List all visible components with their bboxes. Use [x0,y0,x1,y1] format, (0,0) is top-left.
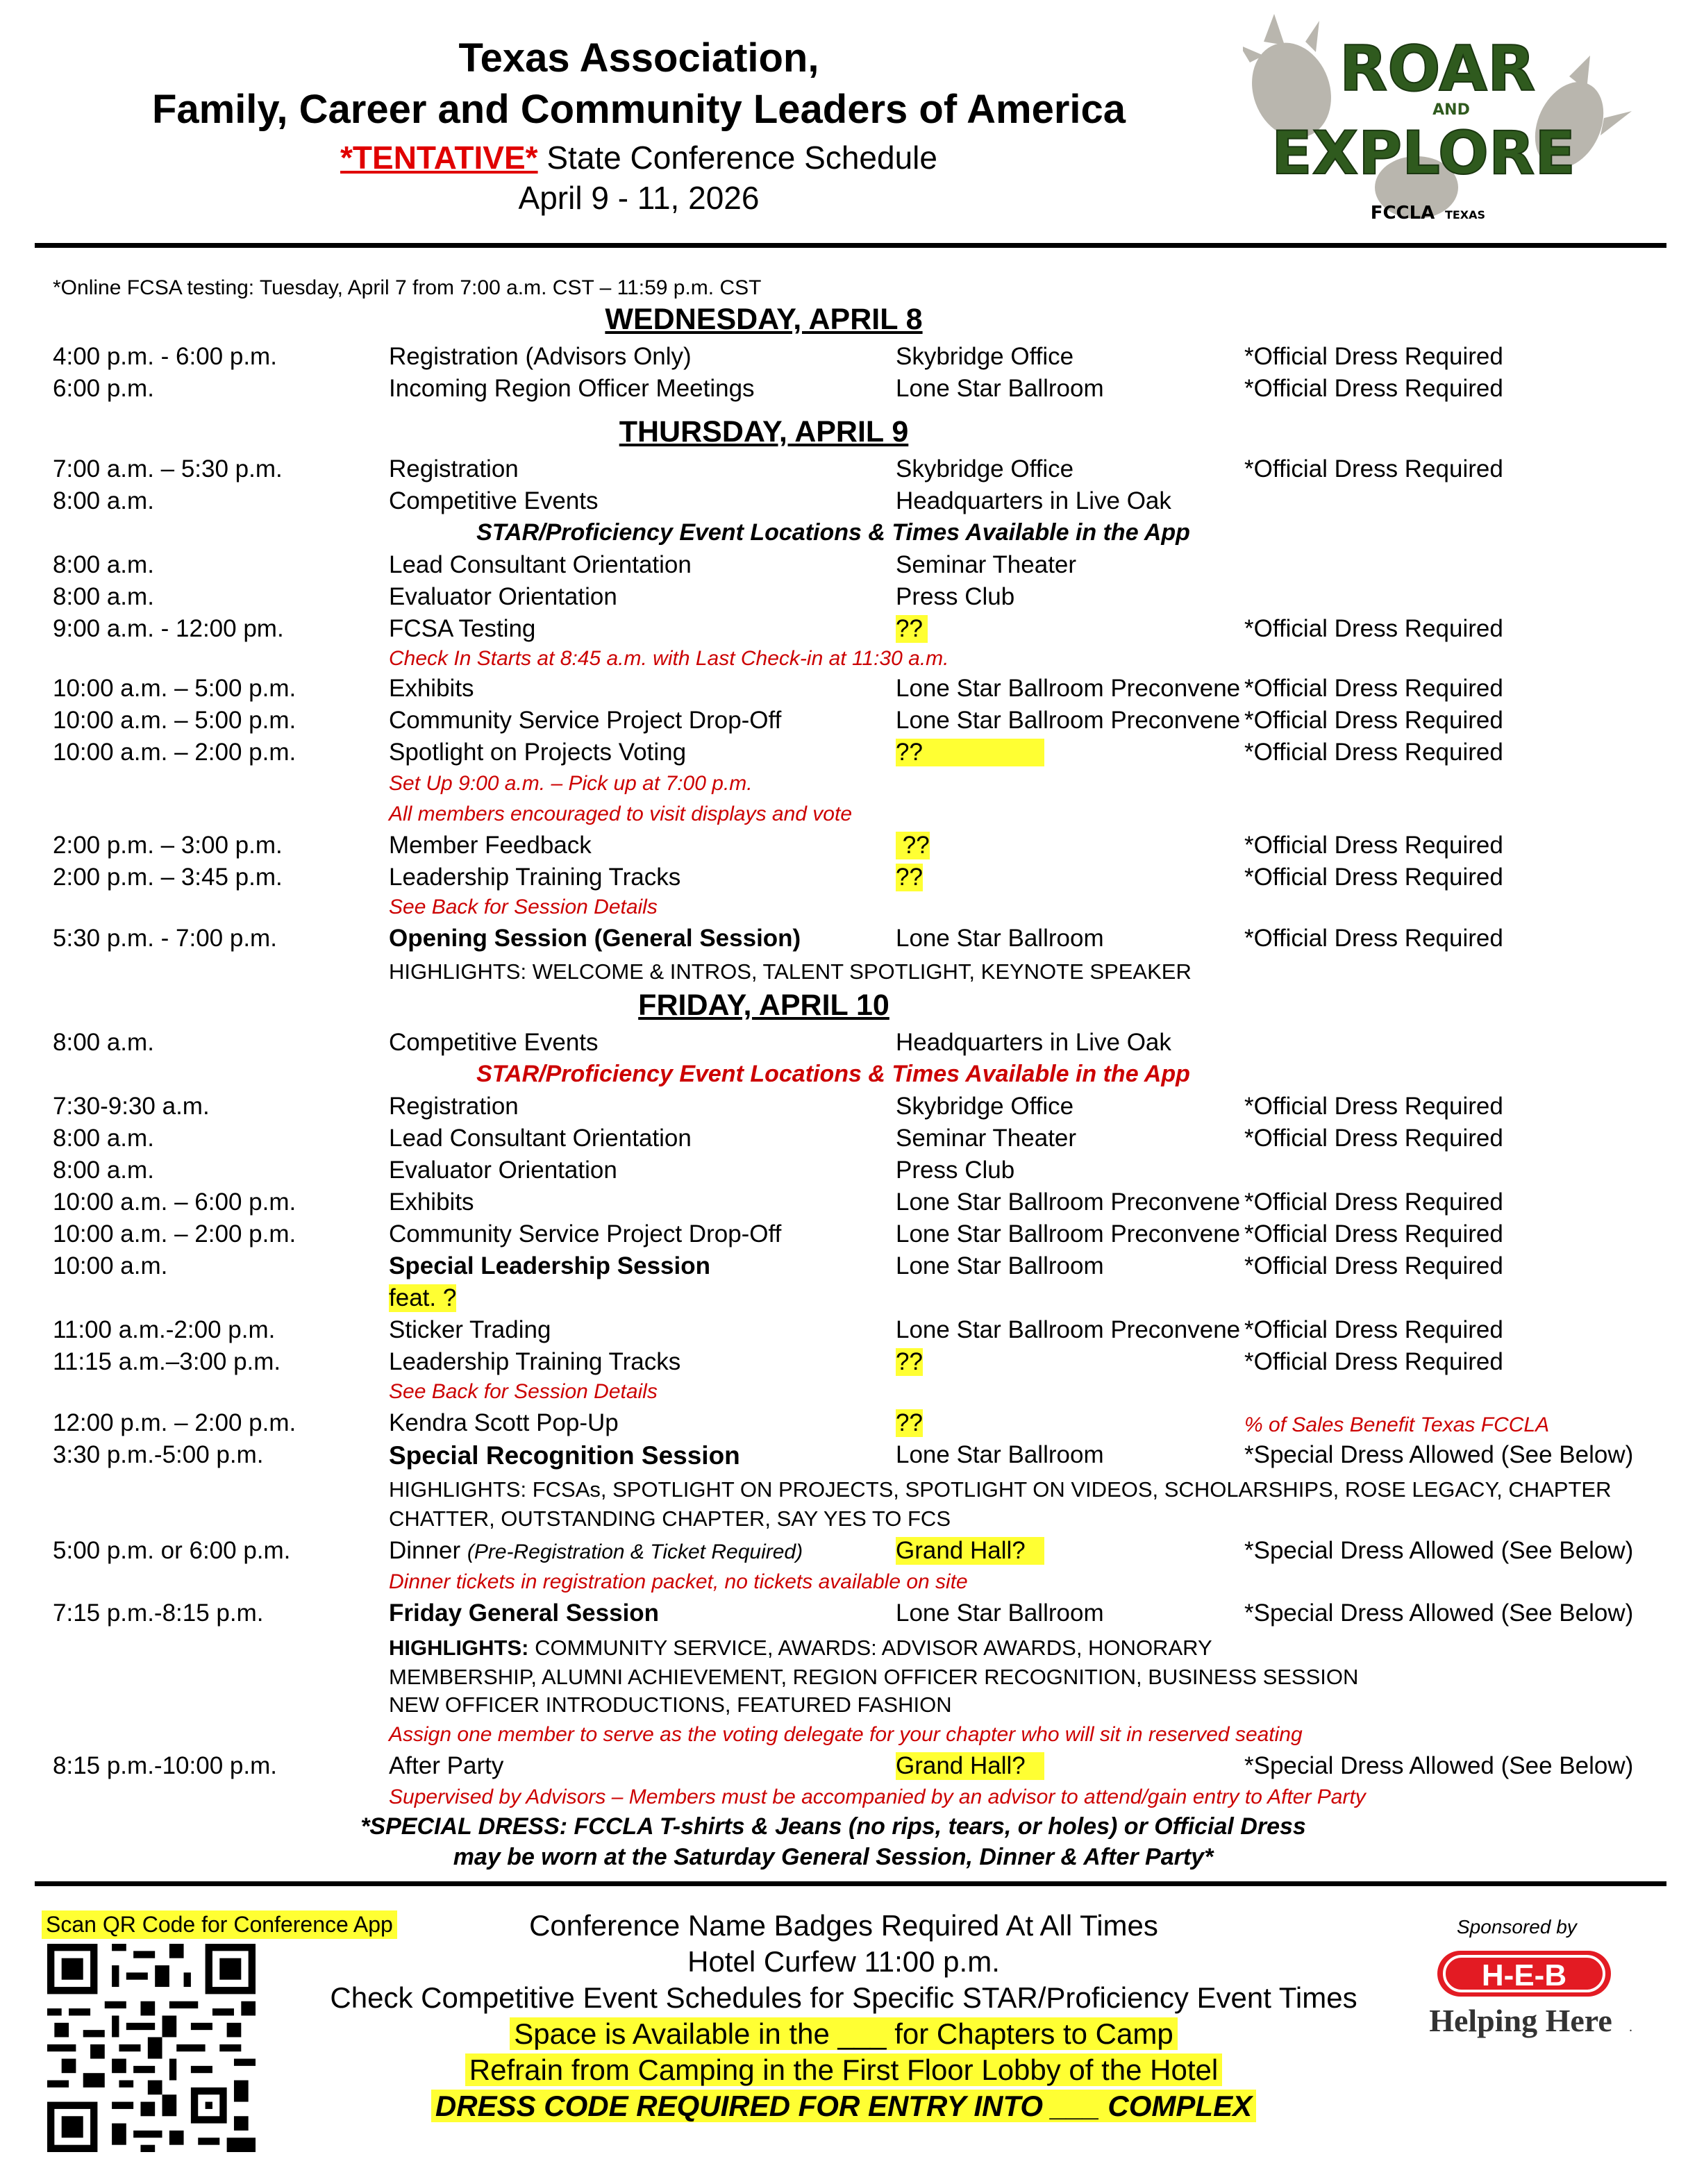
row-dress: *Official Dress Required [1244,675,1503,702]
star-proficiency-note: STAR/Proficiency Event Locations & Times Available in the App [476,519,1190,546]
row-location: Lone Star Ballroom [896,1252,1104,1279]
row-time: 8:15 p.m.-10:00 p.m. [53,1752,277,1779]
general-highlights-2: MEMBERSHIP, ALUMNI ACHIEVEMENT, REGION OFFICER RECOGNITION, BUSINESS SESSION [389,1665,1359,1689]
logo-explore: EXPLORE [1271,119,1576,188]
row-location: Headquarters in Live Oak [896,1029,1171,1056]
row-time: 7:15 p.m.-8:15 p.m. [53,1599,264,1627]
row-location: Lone Star Ballroom Preconvene [896,1220,1241,1248]
schedule-row [0,375,1688,405]
general-highlights-3: NEW OFFICER INTRODUCTIONS, FEATURED FASHION [389,1692,952,1717]
row-event: Registration [389,455,519,482]
schedule-row [0,1220,1688,1251]
hotel-curfew-note: Hotel Curfew 11:00 p.m. [687,1945,1000,1978]
row-time: 7:30-9:30 a.m. [53,1093,210,1120]
row-time: 2:00 p.m. – 3:00 p.m. [53,832,283,859]
row-time: 10:00 a.m. – 5:00 p.m. [53,707,296,734]
row-event [389,1537,803,1565]
schedule-row [0,1188,1688,1219]
featured-speaker-row [0,1284,1688,1315]
schedule-row [0,675,1688,705]
row-location: Lone Star Ballroom Preconvene [896,1316,1241,1343]
row-dress: *Special Dress Allowed (See Below) [1244,1599,1634,1627]
schedule-row [0,1316,1688,1347]
row-time: 8:00 a.m. [53,1125,154,1152]
schedule-row [0,583,1688,614]
row-time: 10:00 a.m. – 5:00 p.m. [53,675,296,702]
row-location: Lone Star Ballroom Preconvene [896,1188,1241,1216]
qr-code-label: Scan QR Code for Conference App [42,1910,397,1939]
day-heading-friday: FRIDAY, APRIL 10 [638,989,889,1022]
checkin-note: Check In Starts at 8:45 a.m. with Last Check-in at 11:30 a.m. [389,647,949,670]
row-location: ?? [896,1409,923,1436]
row-dress: *Official Dress Required [1244,1252,1503,1279]
row-event: FCSA Testing [389,615,536,642]
row-dress: *Official Dress Required [1244,1348,1503,1375]
schedule-title-text: State Conference Schedule [537,140,937,176]
row-event: Friday General Session [389,1599,660,1627]
schedule-row [0,1441,1688,1472]
row-dress: *Official Dress Required [1244,925,1503,952]
heb-logo [1410,1944,1646,2055]
footer-divider [35,1881,1666,1886]
row-location: ?? [896,615,928,643]
row-dress: *Official Dress Required [1244,375,1503,402]
row-event: Evaluator Orientation [389,583,617,610]
row-event: Lead Consultant Orientation [389,1125,692,1152]
row-location: Skybridge Office [896,343,1074,370]
row-time: 12:00 p.m. – 2:00 p.m. [53,1409,296,1436]
row-dress: *Official Dress Required [1244,707,1503,734]
row-time: 10:00 a.m. [53,1252,168,1279]
roar-and-explore-logo [1243,14,1632,229]
dinner-label: Dinner [389,1537,461,1564]
schedule-row [0,925,1688,955]
row-event: Leadership Training Tracks [389,1348,681,1375]
no-camping-lobby-note [278,2053,1410,2087]
schedule-row [0,1599,1688,1630]
row-time: 3:30 p.m.-5:00 p.m. [53,1441,264,1468]
heb-tagline: Helping Here [1429,2003,1612,2038]
row-dress: *Official Dress Required [1244,864,1503,891]
schedule-row [0,615,1688,646]
row-location: Lone Star Ballroom Preconvene [896,707,1241,734]
schedule-row [0,1348,1688,1379]
general-highlights-1 [389,1636,1212,1661]
session-details-note: See Back for Session Details [389,1380,658,1403]
schedule-title [83,139,1194,176]
row-event: Competitive Events [389,487,599,514]
row-time: 6:00 p.m. [53,375,154,402]
row-time: 8:00 a.m. [53,1157,154,1184]
logo-and: AND [1432,101,1470,119]
row-location: Lone Star Ballroom [896,1441,1104,1468]
row-dress: *Official Dress Required [1244,1188,1503,1216]
row-time: 5:30 p.m. - 7:00 p.m. [53,925,277,952]
row-dress: % of Sales Benefit Texas FCCLA [1244,1413,1550,1436]
competitive-events-note: Check Competitive Event Schedules for Specific STAR/Proficiency Event Times [330,1981,1357,2014]
day-heading-wednesday: WEDNESDAY, APRIL 8 [605,303,923,336]
voting-delegate-note: Assign one member to serve as the voting delegate for your chapter who will sit in reserved seating [389,1723,1303,1746]
row-event: Lead Consultant Orientation [389,551,692,578]
org-title-line2: Family, Career and Community Leaders of America [151,87,1126,132]
setup-note: Set Up 9:00 a.m. – Pick up at 7:00 p.m. [389,772,753,795]
row-time: 8:00 a.m. [53,551,154,578]
recognition-highlights-2: CHATTER, OUTSTANDING CHAPTER, SAY YES TO FCS [389,1506,951,1531]
badges-required-note: Conference Name Badges Required At All Times [529,1909,1158,1942]
row-time: 8:00 a.m. [53,487,154,514]
online-testing-note: *Online FCSA testing: Tuesday, April 7 from 7:00 a.m. CST – 11:59 p.m. CST [53,276,762,299]
row-location: Press Club [896,1157,1015,1184]
row-time: 8:00 a.m. [53,1029,154,1056]
header-divider [35,243,1666,248]
row-dress: *Official Dress Required [1244,739,1503,766]
row-event: Special Recognition Session [389,1441,740,1470]
row-event: Registration (Advisors Only) [389,343,692,370]
row-event: Spotlight on Projects Voting [389,739,687,766]
row-event: Exhibits [389,1188,474,1216]
schedule-row [0,1752,1688,1783]
no-camping-lobby-text: Refrain from Camping in the First Floor Lobby of the Hotel [465,2053,1222,2086]
dress-code-note [278,2090,1410,2123]
camping-space-text: Space is Available in the ___ for Chapters to Camp [510,2017,1177,2050]
row-location: Grand Hall? [896,1752,1044,1780]
row-location: Lone Star Ballroom [896,925,1104,952]
row-location: Press Club [896,583,1015,610]
logo-fccla: FCCLA [1370,203,1435,224]
row-time: 10:00 a.m. – 6:00 p.m. [53,1188,296,1216]
highlights-text: COMMUNITY SERVICE, AWARDS: ADVISOR AWARDS, HONORARY [528,1636,1212,1660]
schedule-row [0,487,1688,518]
row-dress: *Official Dress Required [1244,1220,1503,1248]
row-dress: *Official Dress Required [1244,343,1503,370]
row-time: 10:00 a.m. – 2:00 p.m. [53,1220,296,1248]
row-event: Exhibits [389,675,474,702]
row-location: ?? [896,739,1044,766]
schedule-row [0,1252,1688,1283]
schedule-row [0,739,1688,769]
row-location: Lone Star Ballroom [896,1599,1104,1627]
row-location: Lone Star Ballroom [896,375,1104,402]
day-heading-thursday: THURSDAY, APRIL 9 [619,415,909,448]
row-time: 11:00 a.m.-2:00 p.m. [53,1316,276,1343]
special-dress-note-2: may be worn at the Saturday General Session, Dinner & After Party* [453,1844,1214,1870]
row-dress: *Official Dress Required [1244,615,1503,642]
row-location: Seminar Theater [896,551,1077,578]
row-location: Skybridge Office [896,1093,1074,1120]
row-event: Evaluator Orientation [389,1157,617,1184]
opening-highlights: HIGHLIGHTS: WELCOME & INTROS, TALENT SPOTLIGHT, KEYNOTE SPEAKER [389,959,1192,984]
row-dress: *Official Dress Required [1244,1316,1503,1343]
row-time: 11:15 a.m.–3:00 p.m. [53,1348,281,1375]
schedule-row [0,1537,1688,1568]
schedule-row [0,864,1688,894]
row-dress: *Official Dress Required [1244,832,1503,859]
schedule-row [0,1409,1688,1440]
row-location: Seminar Theater [896,1125,1077,1152]
row-event: Incoming Region Officer Meetings [389,375,755,402]
row-time: 4:00 p.m. - 6:00 p.m. [53,343,277,370]
conference-app-qr-code[interactable] [47,1944,256,2152]
row-event: After Party [389,1752,504,1779]
row-event: Sticker Trading [389,1316,551,1343]
schedule-row [0,1029,1688,1059]
row-location: ?? [896,864,923,891]
row-dress: *Official Dress Required [1244,1093,1503,1120]
schedule-row [0,1157,1688,1187]
row-location: ?? [896,832,930,859]
row-event: Leadership Training Tracks [389,864,681,891]
row-dress: *Special Dress Allowed (See Below) [1244,1752,1634,1779]
session-details-note: See Back for Session Details [389,896,658,918]
highlights-label: HIGHLIGHTS: [389,1636,529,1660]
row-dress: *Special Dress Allowed (See Below) [1244,1537,1634,1564]
recognition-highlights-1: HIGHLIGHTS: FCSAs, SPOTLIGHT ON PROJECTS, SPOTLIGHT ON VIDEOS, SCHOLARSHIPS, ROSE LEGACY, CHAPTER [389,1477,1612,1502]
schedule-row [0,455,1688,486]
row-event: Competitive Events [389,1029,599,1056]
row-time: 7:00 a.m. – 5:30 p.m. [53,455,283,482]
row-dress: *Official Dress Required [1244,455,1503,482]
dinner-tickets-note: Dinner tickets in registration packet, no tickets available on site [389,1570,968,1593]
schedule-row [0,832,1688,862]
row-event: Special Leadership Session [389,1252,710,1279]
row-time: 9:00 a.m. - 12:00 pm. [53,615,284,642]
row-event: Kendra Scott Pop-Up [389,1409,619,1436]
row-location: ?? [896,1348,923,1375]
row-dress: *Special Dress Allowed (See Below) [1244,1441,1634,1468]
row-event: Community Service Project Drop-Off [389,1220,782,1248]
members-vote-note: All members encouraged to visit displays and vote [389,803,853,825]
row-time: 2:00 p.m. – 3:45 p.m. [53,864,283,891]
heb-trademark: . [1629,2019,1632,2035]
row-time: 10:00 a.m. – 2:00 p.m. [53,739,296,766]
row-event: Registration [389,1093,519,1120]
row-event: Opening Session (General Session) [389,925,801,952]
schedule-row [0,551,1688,582]
tentative-label: *TENTATIVE* [340,140,538,176]
star-proficiency-note: STAR/Proficiency Event Locations & Times Available in the App [476,1061,1190,1087]
row-location: Skybridge Office [896,455,1074,482]
camping-space-note [278,2017,1410,2051]
row-event: Member Feedback [389,832,592,859]
schedule-row [0,343,1688,373]
dress-code-text: DRESS CODE REQUIRED FOR ENTRY INTO ___ COMPLEX [431,2090,1256,2122]
conference-dates: April 9 - 11, 2026 [518,180,760,216]
row-event: Community Service Project Drop-Off [389,707,782,734]
after-party-note: Supervised by Advisors – Members must be accompanied by an advisor to attend/gain entry to After Party [389,1786,1366,1808]
schedule-row [0,707,1688,737]
row-time: 5:00 p.m. or 6:00 p.m. [53,1537,291,1564]
row-location: Grand Hall? [896,1537,1044,1565]
schedule-row [0,1125,1688,1155]
row-location: Headquarters in Live Oak [896,487,1171,514]
heb-wordmark: H-E-B [1481,1958,1567,1992]
dinner-ticket-note: (Pre-Registration & Ticket Required) [467,1540,803,1563]
org-title-line1: Texas Association, [458,35,819,81]
schedule-row [0,1093,1688,1123]
logo-roar: ROAR [1339,33,1536,106]
row-location: Lone Star Ballroom Preconvene [896,675,1241,702]
sponsored-by-label: Sponsored by [1457,1916,1577,1938]
row-time: 8:00 a.m. [53,583,154,610]
row-dress: *Official Dress Required [1244,1125,1503,1152]
logo-texas: TEXAS [1444,208,1486,221]
featured-speaker: feat. ? [389,1284,457,1311]
special-dress-note-1: *SPECIAL DRESS: FCCLA T-shirts & Jeans (no rips, tears, or holes) or Official Dress [360,1813,1306,1840]
